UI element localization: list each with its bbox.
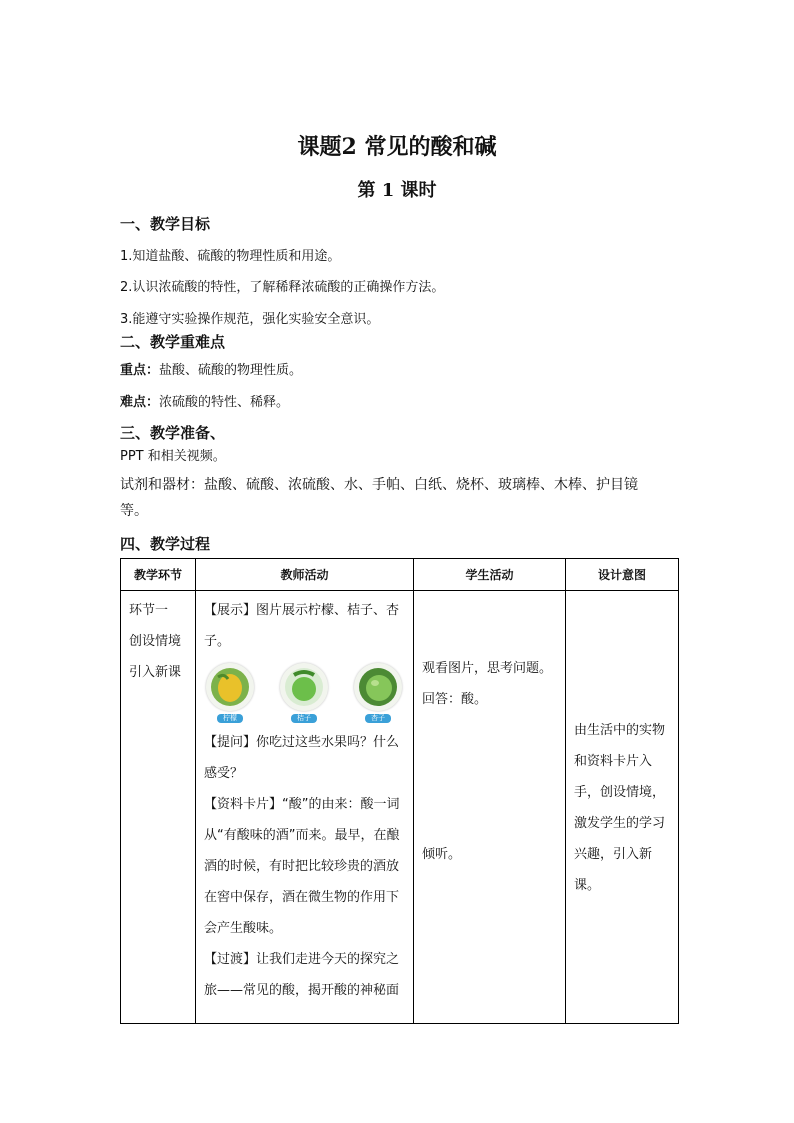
difficult-point-label: 难点： — [120, 395, 160, 410]
key-point-text: 盐酸、硫酸的物理性质。 — [159, 363, 303, 378]
table-row — [121, 591, 679, 1024]
show-text: 【展示】图片展示柠檬、桔子、杏子。 — [204, 603, 400, 649]
section-heading-process: 四、教学过程 — [120, 535, 211, 553]
table-header-row — [121, 559, 679, 591]
apricot-image — [354, 663, 402, 711]
spacer — [574, 591, 670, 715]
section-heading-key-points: 二、教学重难点 — [120, 333, 226, 351]
fruit-orange — [278, 663, 330, 723]
stage-line: 引入新课 — [129, 665, 182, 680]
student-line: 倾听。 — [422, 847, 462, 862]
objective-item: 2.认识浓硫酸的特性，了解稀释浓硫酸的正确操作方法。 — [120, 280, 445, 295]
info-card-text: 【资料卡片】“酸”的由来：酸一词从“有酸味的酒”而来。最早，在酿酒的时候，有时把比较珍贵的酒放在窖中保存，酒在微生物的作用下会产生酸味。 — [204, 797, 400, 936]
section-heading-preparation: 三、教学准备、 — [120, 424, 226, 442]
section-heading-objectives: 一、教学目标 — [120, 215, 211, 233]
preparation-line: PPT 和相关视频。 — [120, 449, 226, 464]
design-intent-cell — [566, 591, 679, 1024]
stage-line: 环节一 — [129, 603, 169, 618]
key-point-line — [120, 359, 302, 378]
student-activity-cell — [414, 591, 566, 1024]
header-student-activity: 学生活动 — [414, 559, 566, 591]
header-design-intent: 设计意图 — [566, 559, 679, 591]
fruit-label: 杏子 — [365, 714, 391, 723]
fruit-lemon — [204, 663, 256, 723]
question-text: 【提问】你吃过这些水果吗？什么感受？ — [204, 735, 400, 781]
spacer — [422, 715, 557, 839]
orange-image — [280, 663, 328, 711]
objective-item: 1.知道盐酸、硫酸的物理性质和用途。 — [120, 249, 341, 264]
preparation-line: 试剂和器材：盐酸、硫酸、浓硫酸、水、手帕、白纸、烧杯、玻璃棒、木棒、护目镜 — [120, 477, 638, 493]
header-stage: 教学环节 — [121, 559, 196, 591]
lemon-image — [206, 663, 254, 711]
student-line: 回答：酸。 — [422, 692, 488, 707]
fruit-label: 桔子 — [291, 714, 317, 723]
design-intent-text: 由生活中的实物和资料卡片入手，创设情境，激发学生的学习兴趣，引入新课。 — [574, 723, 666, 893]
header-teacher-activity: 教师活动 — [196, 559, 414, 591]
difficult-point-line — [120, 391, 289, 410]
fruit-images — [204, 663, 404, 723]
preparation-line: 等。 — [120, 503, 148, 519]
student-line: 观看图片，思考问题。 — [422, 661, 553, 676]
document-subtitle: 第 1 课时 — [357, 180, 437, 201]
fruit-apricot — [352, 663, 404, 723]
spacer — [422, 591, 557, 653]
stage-cell — [121, 591, 196, 1024]
teacher-activity-cell — [196, 591, 414, 1024]
fruit-label: 柠檬 — [217, 714, 243, 723]
stage-line: 创设情境 — [129, 634, 182, 649]
objective-item: 3.能遵守实验操作规范，强化实验安全意识。 — [120, 312, 380, 327]
transition-text: 【过渡】让我们走进今天的探究之旅——常见的酸，揭开酸的神秘面 — [204, 952, 400, 998]
key-point-label: 重点： — [120, 363, 160, 378]
difficult-point-text: 浓硫酸的特性、稀释。 — [159, 395, 290, 410]
document-title: 课题2 常见的酸和碱 — [297, 134, 497, 160]
teaching-process-table — [120, 558, 679, 1024]
